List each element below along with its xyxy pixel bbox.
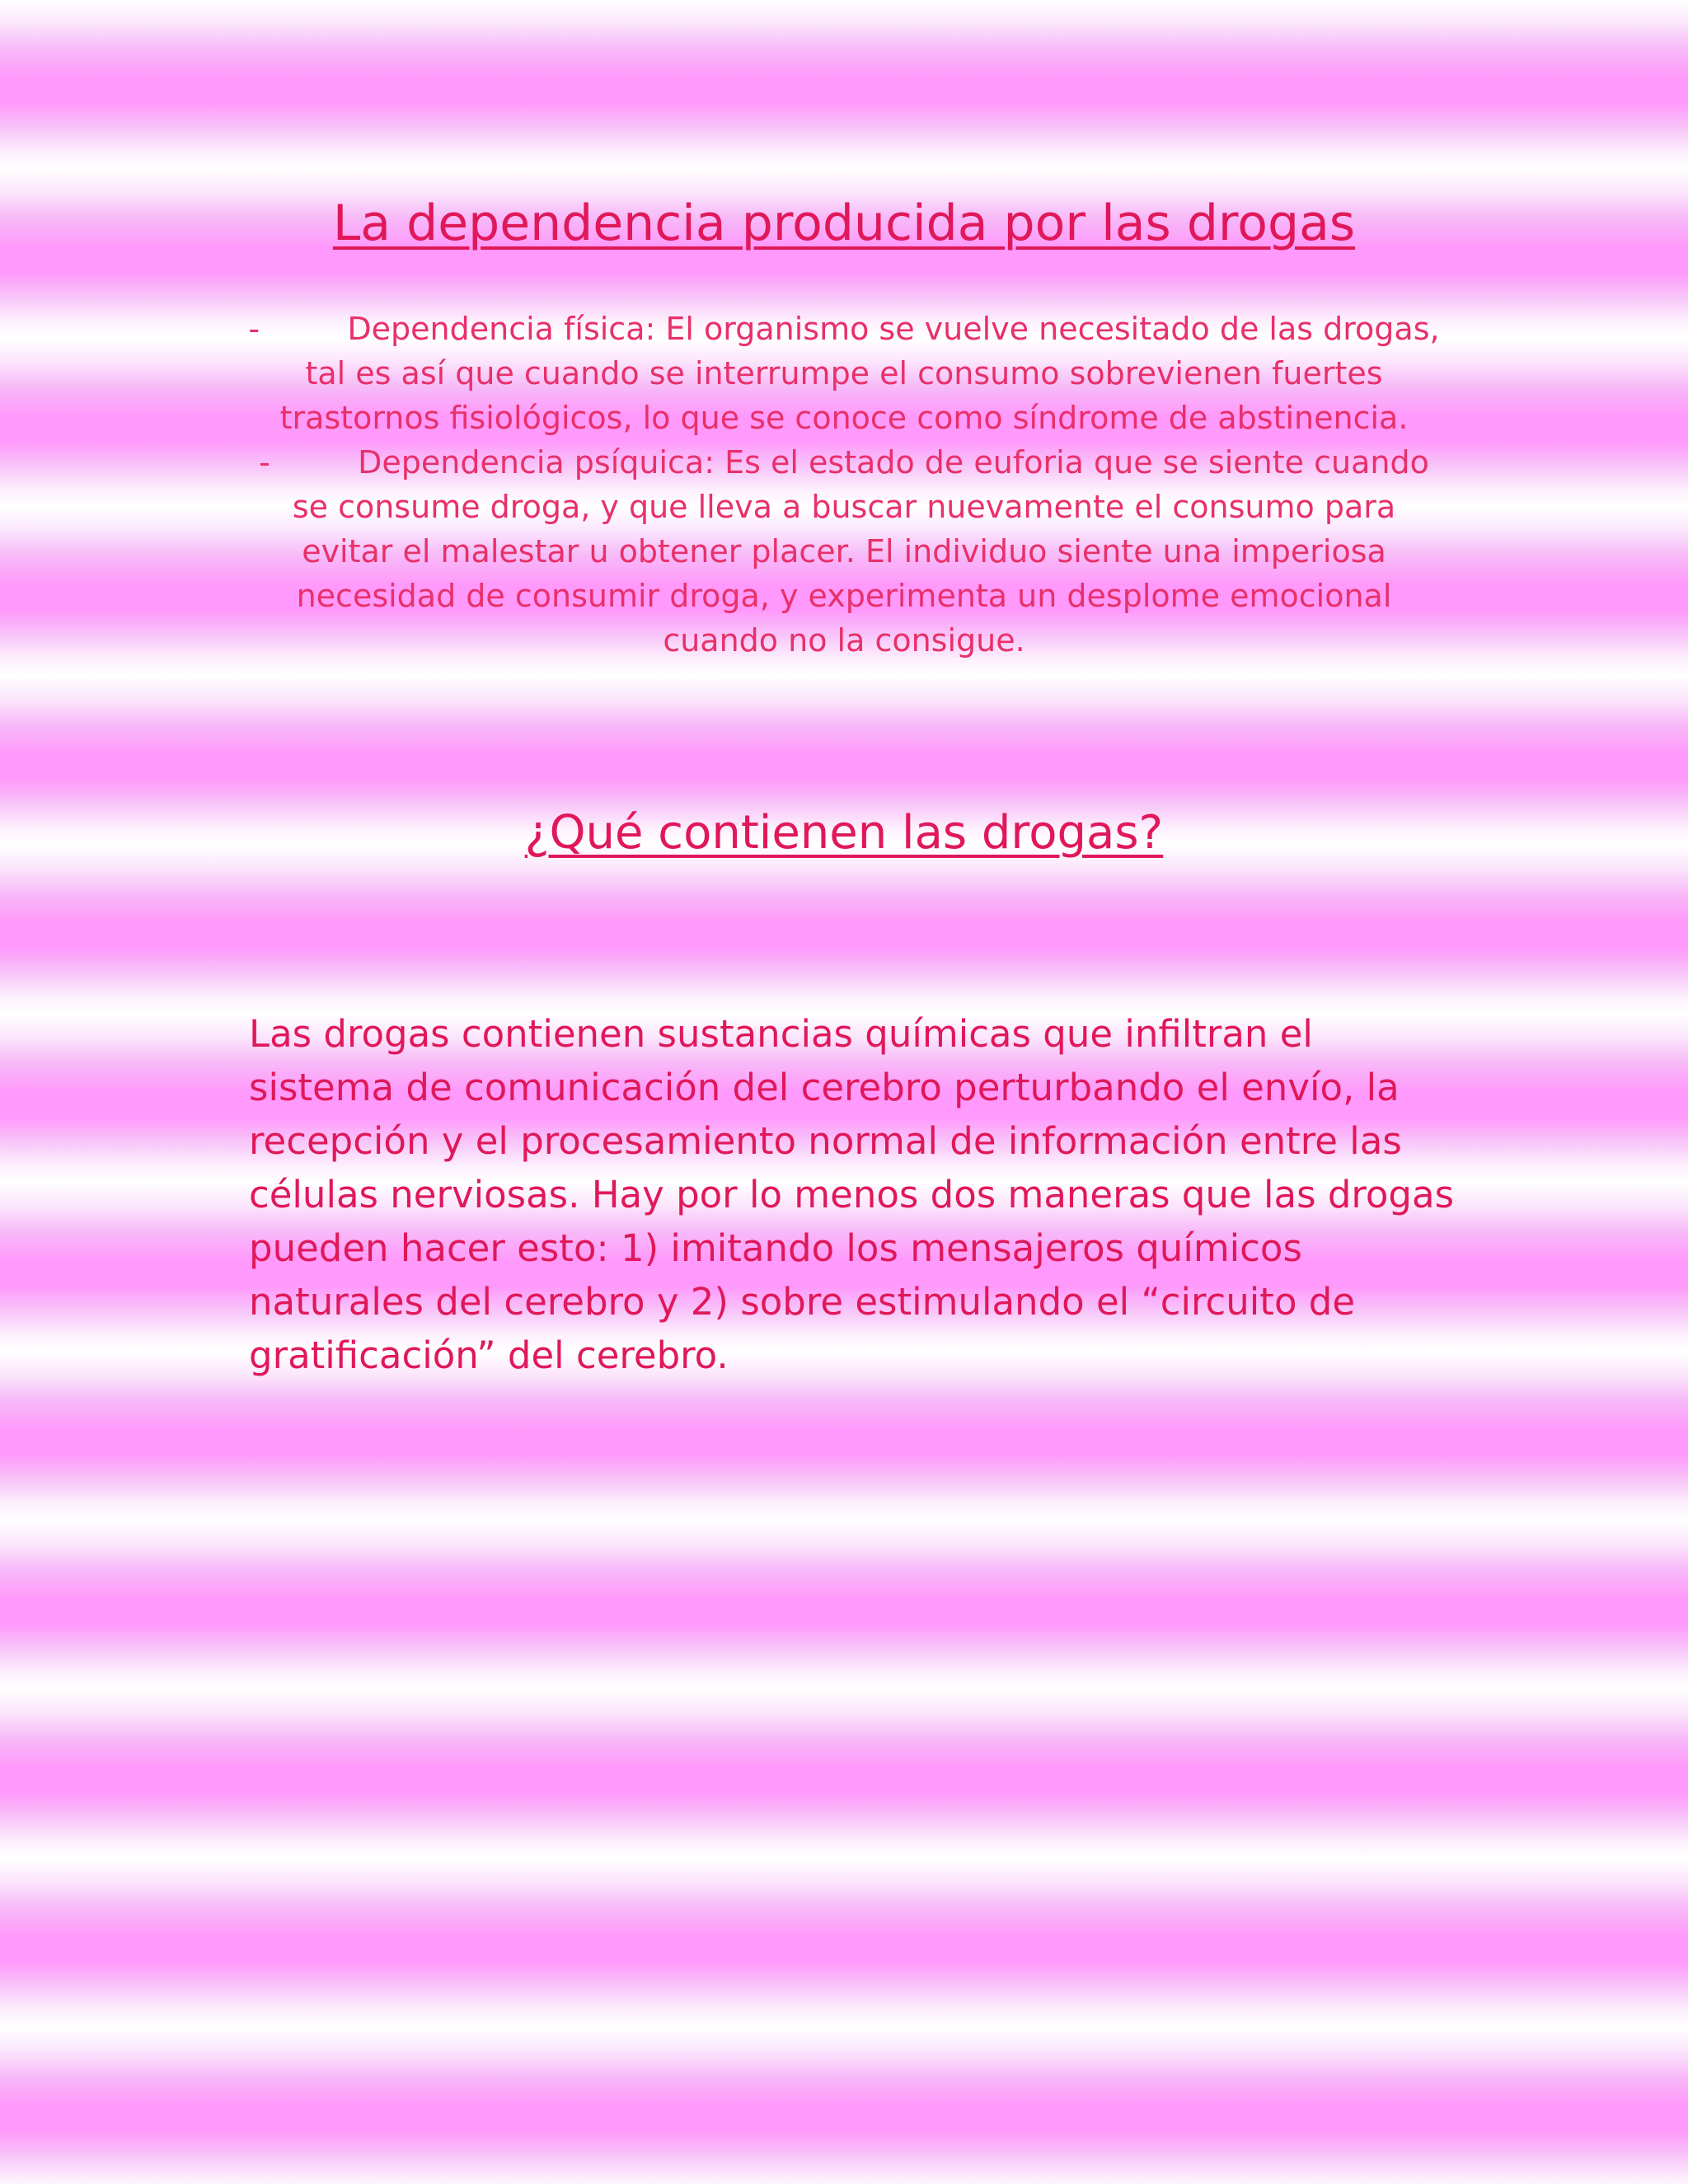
list-item	[247, 307, 1441, 440]
section-title-dependencia: La dependencia producida por las drogas	[332, 194, 1356, 252]
bullet-dash: -	[259, 444, 270, 480]
list-item	[247, 440, 1441, 663]
section-title-contenido: ¿Qué contienen las drogas?	[524, 806, 1164, 860]
dependency-list	[247, 307, 1441, 663]
list-item-text: Dependencia física: El organismo se vuelve necesitado de las drogas, tal es así que cuando se interrumpe el consumo sobrevienen fuertes trastornos fisiológicos, lo que se conoce como síndrome de abstinencia.	[279, 311, 1440, 436]
body-paragraph: Las drogas contienen sustancias químicas que infiltran el sistema de comunicación del cerebro perturbando el envío, la recepción y el procesamiento normal de información entre las células nerviosas. Hay por lo menos dos maneras que las drogas pueden hacer esto: 1) imitando los mensajeros químicos naturales del cerebro y 2) sobre estimulando el “circuito de gratificación” del cerebro.	[249, 1012, 1455, 1377]
bullet-dash: -	[248, 311, 260, 347]
list-item-text: Dependencia psíquica: Es el estado de euforia que se siente cuando se consume droga, y que lleva a buscar nuevamente el consumo para evitar el malestar u obtener placer. El individuo siente una imperiosa necesidad de consumir droga, y experimenta un desplome emocional cuando no la consigue.	[292, 444, 1429, 658]
